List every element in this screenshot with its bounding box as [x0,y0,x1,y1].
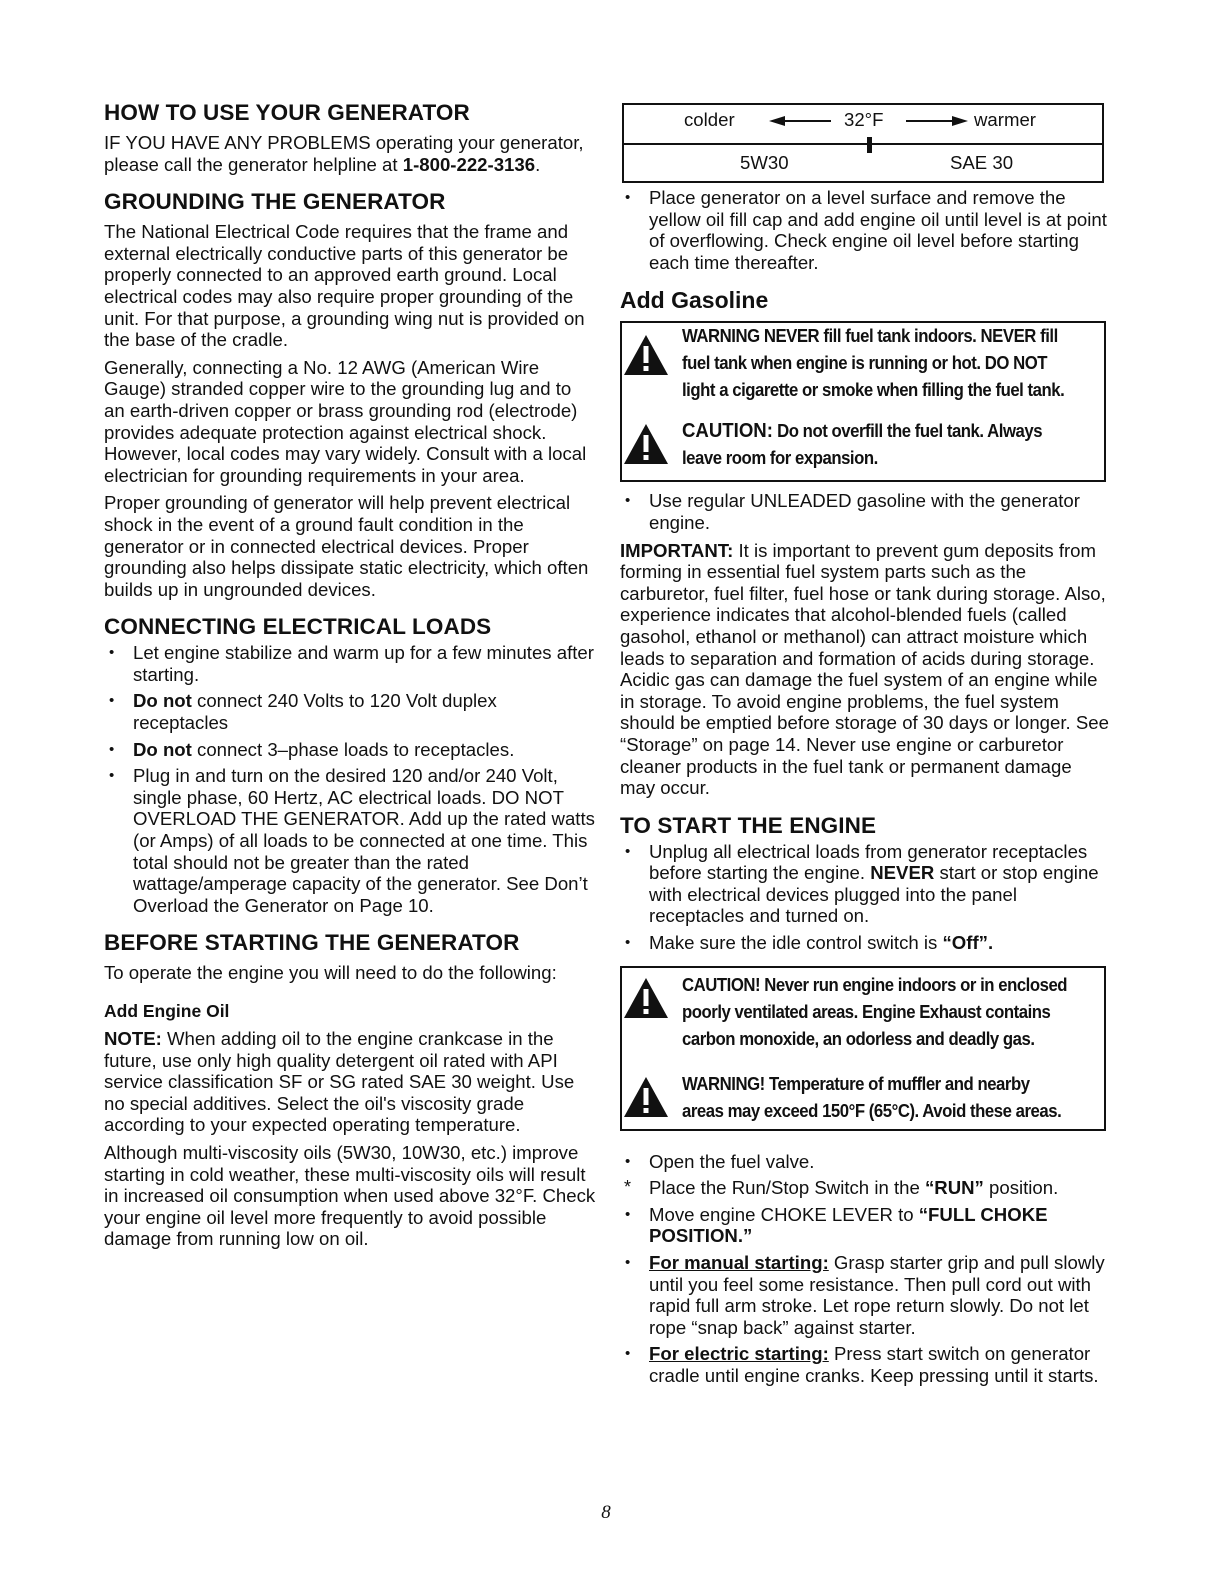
list-item-text: Unplug all electrical loads from generator receptacles before starting the engine. [649,840,1088,884]
muffler-warning-text: WARNING! Temperature of muffler and nearby areas may exceed 150°F (65°C). Avoid these areas. [682,1073,1062,1121]
temperature-label: 32°F [844,109,884,130]
grounding-paragraph-2: Generally, connecting a No. 12 AWG (American Wire Gauge) stranded copper wire to the grounding lug and to an earth-driven copper or brass grounding rod (electrode) provides adequate protection against electrical shock. However, local codes may vary widely. Consult with a local electrician for grounding requirements in your area. [104,356,587,486]
list-item-bold: “FULL CHOKE POSITION.” [649,1203,1048,1247]
start-prep-list [620,841,1110,954]
cold-oil-grade: 5W30 [740,152,789,173]
list-item-text: Plug in and turn on the desired 120 and/or 240 Volt, single phase, 60 Hertz, AC electrical loads. DO NOT OVERLOAD THE GENERATOR. Add up the rated watts (or Amps) of all loads to be connected at one time. This total should not be greater than the rated wattage/amperage capacity of the generator. See Don’t Overload the Generator on Page 10. [133,765,595,916]
list-item [620,1151,1110,1173]
section-heading-loads: CONNECTING ELECTRICAL LOADS [104,614,492,640]
warmer-label: warmer [974,109,1036,130]
arrow-left-icon [769,116,831,126]
list-item [104,765,596,916]
warm-oil-grade: SAE 30 [950,152,1014,173]
oil-instructions-list [620,187,1110,273]
list-item [620,1204,1110,1247]
list-item-bold: “Off”. [942,932,994,954]
list-item-text: Grasp starter grip and pull slowly until you feel some resistance. Then pull cord out with rapid full arm stroke. Let rope return slowly. Do not let rope “snap back” against starter. [649,1252,1105,1338]
engine-caution-text: CAUTION! Never run engine indoors or in enclosed poorly ventilated areas. Engine Exhaust contains carbon monoxide, an odorless and deadly gas. [682,974,1068,1049]
list-item-text: connect 240 Volts to 120 Volt duplex receptacles [133,690,497,734]
grounding-paragraph-1: The National Electrical Code requires that the frame and external electrically conductive parts of this generator be properly connected to an approved earth ground. Local electrical codes may also require proper grounding of the unit. For that purpose, a grounding wing nut is provided on the base of the cradle. [104,221,585,351]
muffler-warning [622,1071,1104,1125]
page-number: 8 [601,1502,611,1523]
section-heading-grounding: GROUNDING THE GENERATOR [104,189,446,215]
list-item-text: Press start switch on generator cradle until engine cranks. Keep pressing until it starts. [649,1343,1099,1386]
list-item [104,642,596,685]
fuel-warning-box [620,321,1106,482]
grounding-paragraph-3: Proper grounding of generator will help prevent electrical shock in the event of a ground fault condition in the generator or in connected electrical devices. Proper grounding also helps dissipate static electricity, which often builds up in ungrounded devices. [104,492,589,600]
list-item-bold: NEVER [870,862,935,884]
oil-grade-row [624,145,1102,181]
list-item [104,690,596,733]
list-item-text: connect 3–phase loads to receptacles. [191,738,515,760]
list-item [620,490,1110,533]
caution-text: Do not overfill the fuel tank. Always leave room for expansion. [682,421,1043,469]
list-item [620,1252,1110,1338]
list-item-text: start or stop engine with electrical devices plugged into the panel receptacles and turned on. [649,862,1099,927]
important-paragraph [620,540,1110,799]
note-text: When adding oil to the engine crankcase in the future, use only high quality detergent oil rated with API service classification SF or SG rated SAE 30 weight. Use no special additives. Select the oil's viscosity grade according to your expected operating temperature. [104,1028,575,1136]
list-item-text: Open the fuel valve. [649,1150,815,1172]
section-heading-before-starting: BEFORE STARTING THE GENERATOR [104,930,520,956]
section-heading-start-engine: TO START THE ENGINE [620,812,877,838]
warning-triangle-icon [622,418,682,469]
list-item-text: Place generator on a level surface and remove the yellow oil fill cap and add engine oil until level is at point of overflowing. Check engine oil level before starting each time thereafter. [649,187,1107,273]
fuel-caution-text [682,418,1074,472]
electric-starting-label: For electric starting: [649,1343,829,1365]
manual-starting-label: For manual starting: [649,1252,829,1274]
subheading-add-gasoline: Add Gasoline [620,287,769,314]
list-item-text: position. [983,1177,1059,1199]
list-item [620,841,1110,927]
list-item-bold: Do not [133,690,192,712]
list-item [620,932,1110,954]
right-column [620,103,1110,1387]
list-item [620,1343,1110,1386]
list-item-bold: Do not [133,738,192,760]
multi-viscosity-paragraph: Although multi-viscosity oils (5W30, 10W30, etc.) improve starting in cold weather, these multi-viscosity oils will result in increased oil consumption when used above 32°F. Check your engine oil level more frequently to avoid possible damage from running low on oil. [104,1141,596,1250]
list-item-text: Make sure the idle control switch is [649,932,943,954]
list-item [104,739,596,761]
warning-triangle-icon [622,1071,682,1122]
list-item [620,1177,1110,1199]
list-item [620,187,1110,273]
fuel-warning-text: WARNING NEVER fill fuel tank indoors. NEVER fill fuel tank when engine is running or hot. DO NOT light a cigarette or smoke when filling the fuel tank. [682,326,1065,401]
helpline-paragraph [104,132,596,175]
helpline-text: IF YOU HAVE ANY PROBLEMS operating your generator, please call the generator helpline at [104,132,584,175]
colder-label: colder [684,109,735,130]
important-label: IMPORTANT: [620,539,734,561]
helpline-period: . [535,153,541,175]
list-item-text: Let engine stabilize and warm up for a few minutes after starting. [133,642,594,685]
list-item-text: Place the Run/Stop Switch in the [649,1177,925,1199]
note-paragraph [104,1028,596,1136]
gasoline-list [620,490,1110,533]
subheading-add-engine-oil: Add Engine Oil [104,1001,230,1021]
temperature-row [624,105,1102,145]
list-item-text: Use regular UNLEADED gasoline with the generator engine. [649,490,1080,533]
warning-triangle-icon [622,972,682,1023]
oil-temperature-table [622,103,1104,183]
section-heading-how-to-use: HOW TO USE YOUR GENERATOR [104,100,470,125]
before-intro: To operate the engine you will need to do the following: [104,962,557,984]
loads-list [104,642,596,916]
arrow-right-icon [906,116,968,126]
engine-caution [622,972,1104,1053]
fuel-caution [622,418,1104,472]
start-steps-list [620,1151,1110,1387]
fuel-warning [622,326,1104,404]
list-item-text: Move engine CHOKE LEVER to [649,1203,919,1225]
note-label: NOTE: [104,1028,162,1049]
left-column [104,100,596,1250]
warning-triangle-icon [622,329,682,380]
caution-label: CAUTION: [682,420,773,443]
list-item-bold: “RUN” [924,1177,984,1199]
important-text: It is important to prevent gum deposits from forming in essential fuel system parts such as the carburetor, fuel filter, fuel hose or tank during storage. Also, experience indicates that alcohol-blended fuels (called gasohol, ethanol or methanol) can attract moisture which leads to separation and formation of acids during storage. Acidic gas can damage the fuel system of an engine while in storage. To avoid engine problems, the fuel system should be emptied before storage of 30 days or longer. See “Storage” on page 14. Never use engine or carburetor cleaner products in the fuel tank or permanent damage may occur. [620,539,1109,799]
helpline-phone: 1-800-222-3136 [402,153,536,175]
engine-warning-box [620,966,1106,1131]
